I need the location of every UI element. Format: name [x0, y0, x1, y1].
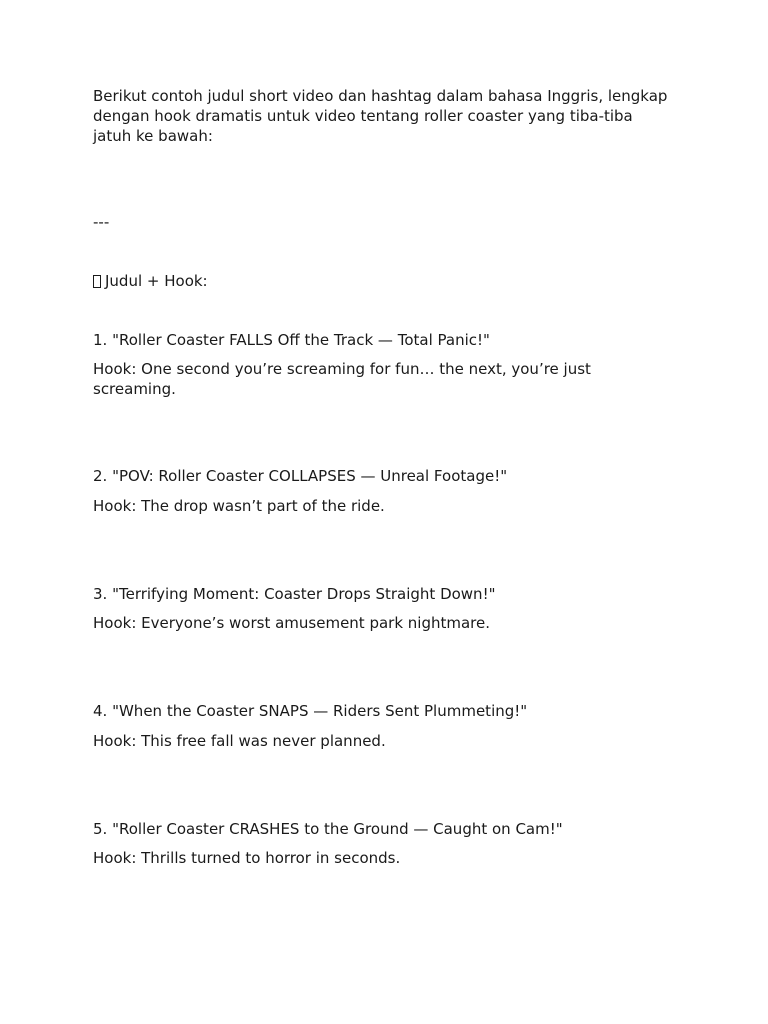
item-title-1: 1. "Roller Coaster FALLS Off the Track — Total Panic!"	[93, 331, 490, 349]
intro-paragraph: Berikut contoh judul short video dan hashtag dalam bahasa Inggris, lengkap dengan hook dramatis untuk video tentang roller coaster yang tiba-tiba jatuh ke bawah:	[93, 87, 668, 145]
section-heading-label: Judul + Hook:	[105, 272, 208, 290]
item-hook-2: Hook: The drop wasn’t part of the ride.	[93, 497, 385, 515]
item-title-5: 5. "Roller Coaster CRASHES to the Ground — Caught on Cam!"	[93, 820, 563, 838]
item-title-4: 4. "When the Coaster SNAPS — Riders Sent Plummeting!"	[93, 702, 528, 720]
item-hook-3: Hook: Everyone’s worst amusement park nightmare.	[93, 614, 491, 632]
item-title-2: 2. "POV: Roller Coaster COLLAPSES — Unreal Footage!"	[93, 467, 508, 485]
item-title-3: 3. "Terrifying Moment: Coaster Drops Straight Down!"	[93, 585, 496, 603]
missing-glyph-box-icon	[93, 275, 101, 288]
item-hook-5: Hook: Thrills turned to horror in seconds.	[93, 849, 401, 867]
item-hook-4: Hook: This free fall was never planned.	[93, 732, 386, 750]
divider: ---	[93, 213, 110, 231]
section-heading	[93, 271, 673, 291]
item-hook-1: Hook: One second you’re screaming for fun… the next, you’re just screaming.	[93, 360, 591, 398]
